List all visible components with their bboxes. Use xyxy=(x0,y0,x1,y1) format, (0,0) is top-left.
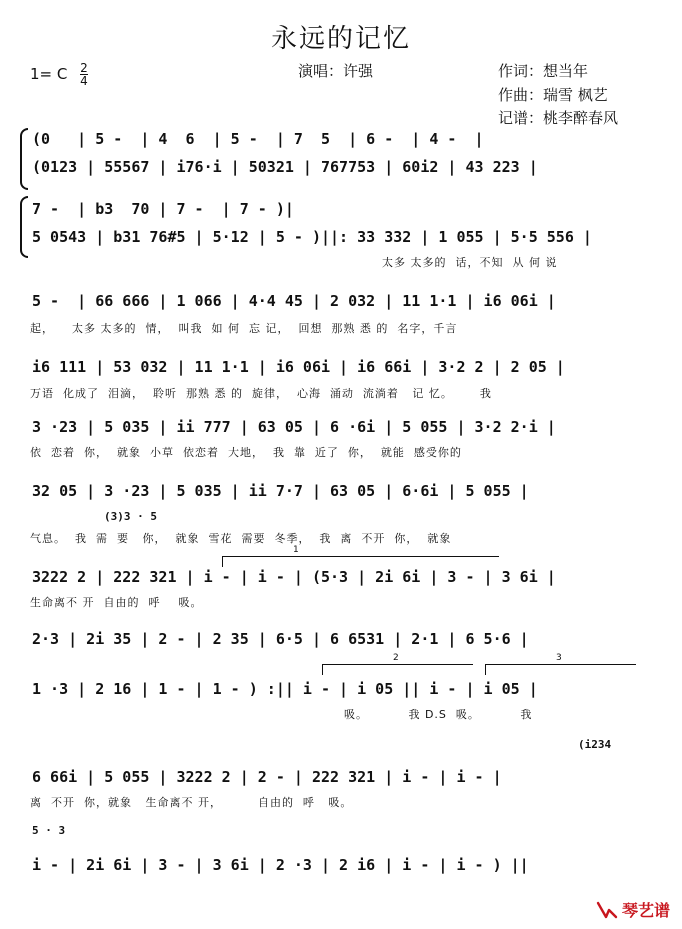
song-title: 永远的记忆 xyxy=(270,24,411,54)
notation-line: 6 66i | 5 055 | 3222 2 | 2 - | 222 321 | i - | i - | xyxy=(32,768,502,786)
qinyi-logo-icon xyxy=(596,901,618,919)
watermark-brand: 琴艺谱 xyxy=(621,901,670,920)
notation-line: 7 - | b3 70 | 7 - | 7 - )| xyxy=(32,200,294,218)
notation-line: 32 05 | 3 ·23 | 5 035 | ii 7·7 | 63 05 | 6·6i | 5 055 | xyxy=(32,482,529,500)
notation-line: 1 ·3 | 2 16 | 1 - | 1 - ) :|| i - | i 05 || i - | i 05 | xyxy=(32,680,538,698)
composer-credit: 作曲：瑞雪 枫艺 xyxy=(498,86,608,104)
transcriber-credit: 记谱：桃李醉春风 xyxy=(498,109,619,127)
lyric-line: 起， 太多 太多的 情， 叫我 如 何 忘 记， 回想 那熟 悉 的 名字，千言 xyxy=(30,322,458,335)
notation-line: 3222 2 | 222 321 | i - | i - | (5·3 | 2i 6i | 3 - | 3 6i | xyxy=(32,568,556,586)
time-bottom: 4 xyxy=(80,74,88,88)
notation-line: i - | 2i 6i | 3 - | 3 6i | 2 ·3 | 2 i6 | i - | i - ) || xyxy=(32,856,529,874)
notation-line: i6 111 | 53 032 | 11 1·1 | i6 06i | i6 66i | 3·2 2 | 2 05 | xyxy=(32,358,565,376)
volta-bracket xyxy=(222,545,499,567)
volta-number: 3 xyxy=(556,653,562,663)
lyric-line: 生命离不 开 自由的 呼 吸。 xyxy=(30,596,203,609)
lyric-line: 离 不开 你，就象 生命离不 开， 自由的 呼 吸。 xyxy=(30,796,353,809)
system-brace xyxy=(20,128,28,190)
lyric-line: 气息。 我 需 要 你， 就象 雪花 需要 冬季， 我 离 不开 你， 就象 xyxy=(30,532,452,545)
time-signature xyxy=(80,62,88,87)
lyricist-credit: 作词：想当年 xyxy=(498,62,589,80)
notation-line: 5 - | 66 666 | 1 066 | 4·4 45 | 2 032 | 11 1·1 | i6 06i | xyxy=(32,292,556,310)
ossia-notes: (3)3 · 5 xyxy=(104,510,157,523)
site-watermark xyxy=(596,898,670,921)
lyric-line: 依 恋着 你， 就象 小草 依恋着 大地， 我 靠 近了 你， 就能 感受你的 xyxy=(30,446,462,459)
notation-line: 3 ·23 | 5 035 | ii 777 | 63 05 | 6 ·6i | 5 055 | 3·2 2·i | xyxy=(32,418,556,436)
volta-bracket xyxy=(322,653,473,675)
ossia-notes: (i234 xyxy=(578,738,612,751)
lyric-line: 万语 化成了 泪滴， 聆听 那熟 悉 的 旋律， 心海 涌动 流淌着 记 忆。 我 xyxy=(30,387,492,400)
notation-line: (0 | 5 - | 4 6 | 5 - | 7 5 | 6 - | 4 - | xyxy=(32,130,484,148)
system-brace xyxy=(20,196,28,258)
key-signature xyxy=(30,62,88,87)
lyric-line: 吸。 我 D.S 吸。 我 xyxy=(344,708,533,721)
singer-credit: 演唱：许强 xyxy=(298,62,374,80)
lyric-line: 太多 太多的 话，不知 从 何 说 xyxy=(382,256,558,269)
notation-line: (0123 | 55567 | i76·i | 50321 | 767753 | 60i2 | 43 223 | xyxy=(32,158,538,176)
key-label: 1= C xyxy=(30,65,68,83)
notation-line: 2·3 | 2i 35 | 2 - | 2 35 | 6·5 | 6 6531 | 2·1 | 6 5·6 | xyxy=(32,630,529,648)
volta-bracket xyxy=(485,653,636,675)
volta-number: 2 xyxy=(393,653,399,663)
ossia-notes: 5 · 3 xyxy=(32,824,66,837)
time-top: 2 xyxy=(80,61,88,75)
notation-line: 5 0543 | b31 76#5 | 5·12 | 5 - )||: 33 332 | 1 055 | 5·5 556 | xyxy=(32,228,592,246)
volta-number: 1 xyxy=(293,545,299,555)
